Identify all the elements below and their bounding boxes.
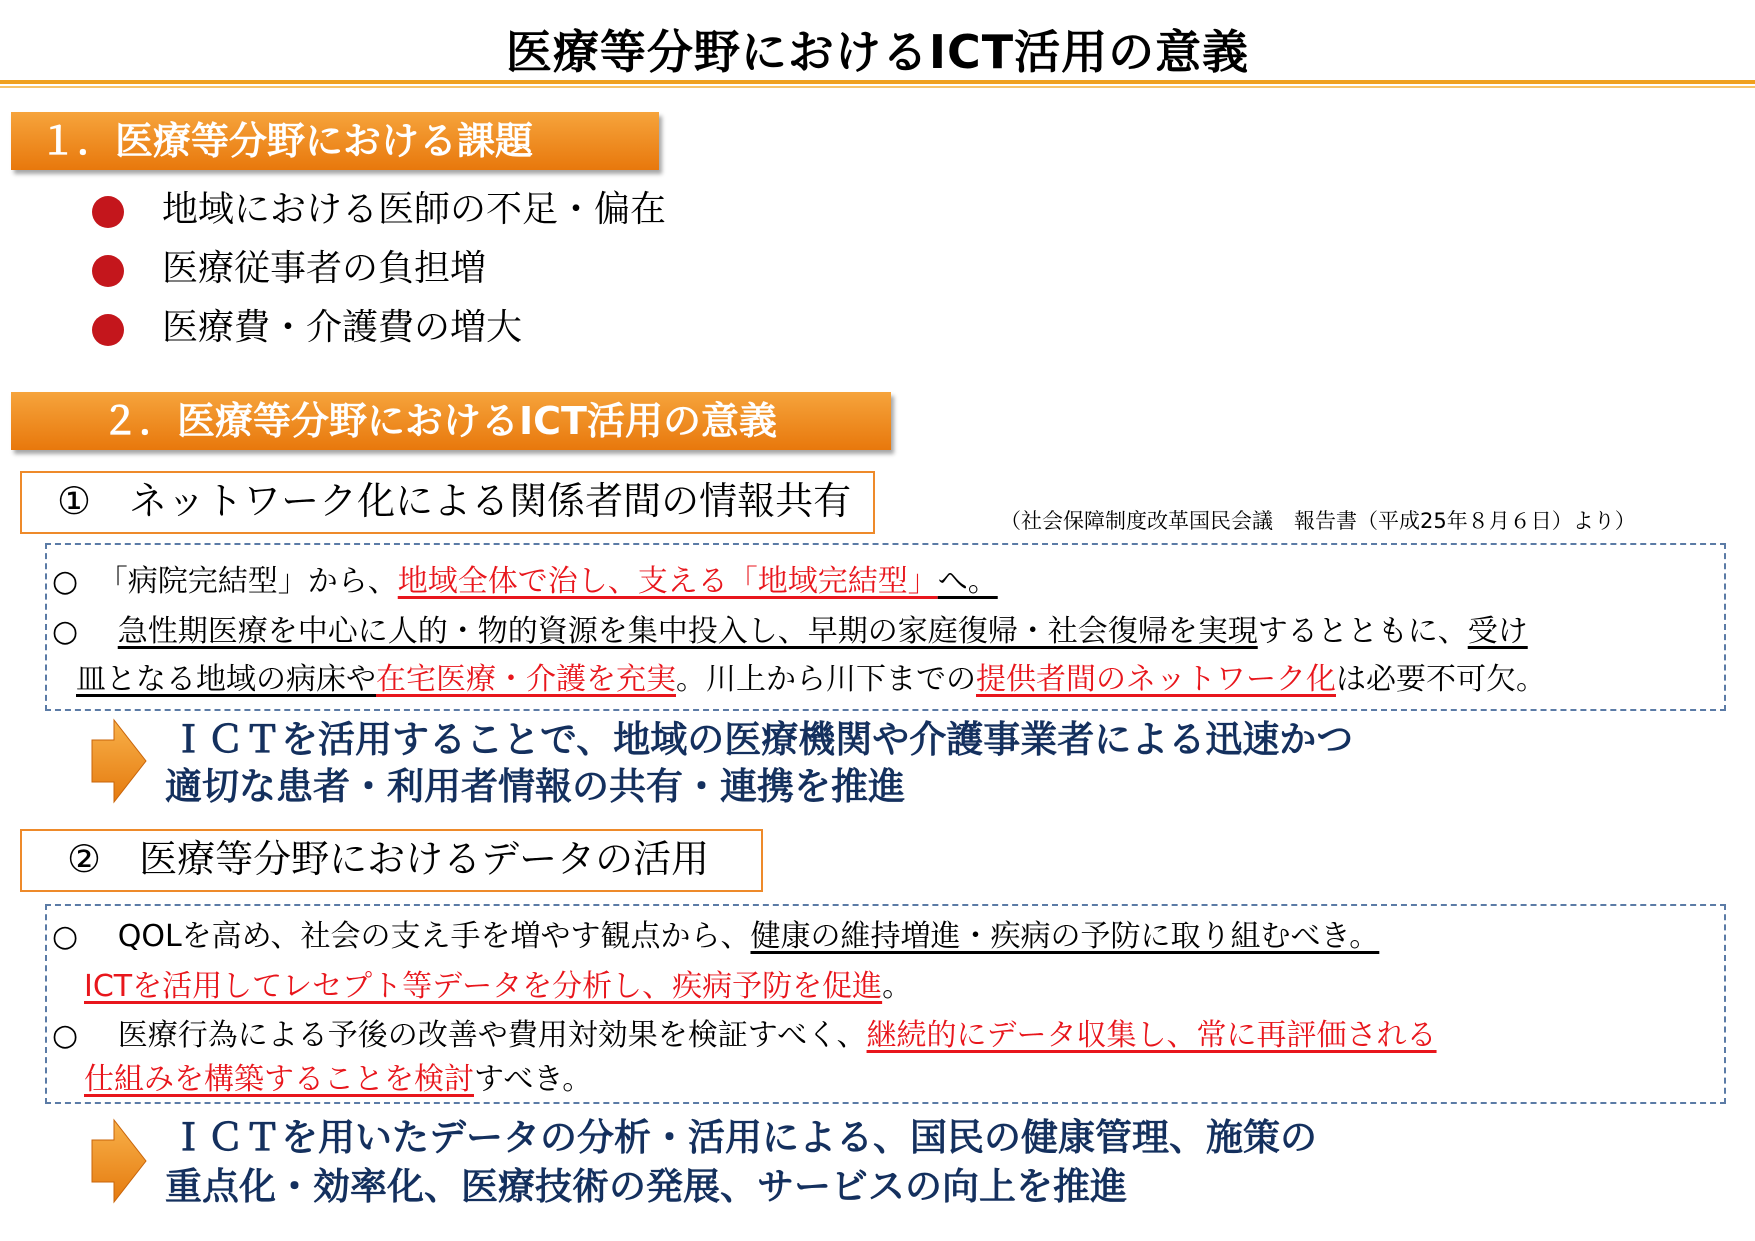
- subsection2-label: ② 医療等分野におけるデータの活用: [20, 829, 763, 892]
- content-line: 皿となる地域の病床や在宅医療・介護を充実。川上から川下までの提供者間のネットワーク化は必要不可欠。: [76, 662, 1546, 697]
- bullet-dot-icon: [92, 314, 124, 346]
- title-divider-secondary: [0, 86, 1755, 88]
- result-text-line: ＩＣＴを活用することで、地域の医療機関や介護事業者による迅速かつ: [170, 718, 1354, 761]
- content-line: ○ 急性期医療を中心に人的・物的資源を集中投入し、早期の家庭復帰・社会復帰を実現するとともに、受け: [52, 614, 1528, 649]
- result-text-line: 重点化・効率化、医療技術の発展、サービスの向上を推進: [165, 1165, 1127, 1208]
- source-citation: （社会保障制度改革国民会議 報告書（平成25年８月６日）より）: [1000, 509, 1636, 533]
- list-item-text: 医療費・介護費の増大: [162, 307, 523, 348]
- title-divider: [0, 80, 1755, 84]
- page-title: 医療等分野におけるICT活用の意義: [505, 25, 1250, 79]
- result-text-line: ＩＣＴを用いたデータの分析・活用による、国民の健康管理、施策の: [170, 1116, 1317, 1159]
- circle-mark-icon: ○: [52, 614, 79, 649]
- bullet-dot-icon: [92, 196, 124, 228]
- content-line: ○ QOLを高め、社会の支え手を増やす観点から、健康の維持増進・疾病の予防に取り組むべき。: [52, 919, 1380, 954]
- bullet-dot-icon: [92, 255, 124, 287]
- section2-heading: ２．医療等分野におけるICT活用の意義: [11, 392, 891, 450]
- circle-mark-icon: ○: [52, 1018, 79, 1053]
- circle-mark-icon: ○: [52, 919, 79, 954]
- subsection1-label: ① ネットワーク化による関係者間の情報共有: [20, 471, 875, 534]
- content-line: ○ 「病院完結型」から、地域全体で治し、支える「地域完結型」へ。: [52, 564, 998, 599]
- arrow-right-icon: [88, 1116, 148, 1206]
- content-line: 仕組みを構築することを検討すべき。: [84, 1062, 593, 1097]
- circle-mark-icon: ○: [52, 564, 79, 599]
- arrow-right-icon: [88, 716, 148, 806]
- result-text-line: 適切な患者・利用者情報の共有・連携を推進: [165, 765, 905, 808]
- content-line: ICTを活用してレセプト等データを分析し、疾病予防を促進。: [84, 969, 913, 1004]
- list-item-text: 地域における医師の不足・偏在: [162, 189, 667, 230]
- section1-heading: １．医療等分野における課題: [11, 112, 659, 170]
- list-item-text: 医療従事者の負担増: [162, 248, 487, 289]
- content-line: ○ 医療行為による予後の改善や費用対効果を検証すべく、継続的にデータ収集し、常に再評価される: [52, 1018, 1437, 1053]
